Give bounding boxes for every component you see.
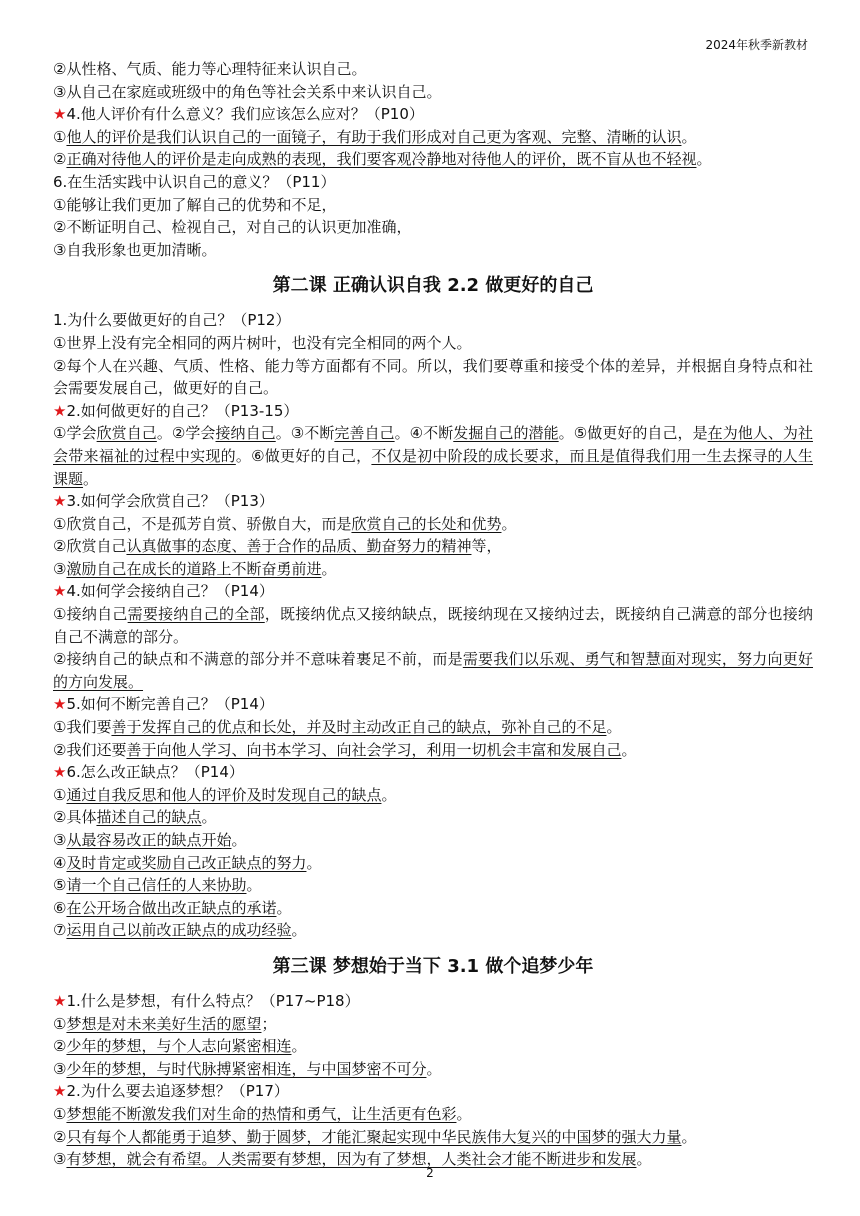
text-line (53, 535, 813, 558)
text-segment: 。⑤做更好的自己，是 (558, 424, 708, 443)
section-title (53, 265, 813, 307)
text-segment: 。 (201, 808, 217, 827)
text-line (53, 897, 813, 920)
underlined-text: 发掘自己的潜能 (453, 424, 559, 443)
text-line (53, 1035, 813, 1058)
text-segment: 。 (636, 1150, 652, 1169)
text-line (53, 216, 813, 239)
text-segment: ②具体 (53, 808, 97, 827)
underlined-text: 从最容易改正的缺点开始 (66, 831, 232, 849)
text-segment: 4.如何学会接纳自己？（P14） (66, 582, 274, 601)
star-icon: ★ (53, 1082, 67, 1101)
text-segment: ⑥ (53, 898, 67, 917)
text-segment: 。 (456, 1104, 472, 1123)
text-segment: ① (53, 785, 67, 804)
text-segment: ① (53, 1104, 67, 1123)
text-segment: ①欣赏自己，不是孤芳自赏、骄傲自大，而是 (53, 514, 352, 533)
text-segment: ②我们还要 (53, 740, 127, 759)
text-line (53, 829, 813, 852)
text-segment: ③ (53, 1150, 67, 1169)
underlined-text: 需要接纳自己的全部 (127, 605, 265, 624)
text-line (53, 194, 813, 217)
text-segment: 2.为什么要去追逐梦想？（P17） (66, 1082, 289, 1101)
text-segment: 。 (606, 718, 622, 737)
text-line (53, 648, 813, 693)
underlined-text: 完善自己 (334, 424, 395, 443)
question-heading (53, 761, 813, 784)
star-icon: ★ (53, 991, 67, 1010)
question-heading (53, 693, 813, 716)
text-segment: ①我们要 (53, 718, 112, 737)
underlined-text: 及时肯定或奖励自己改正缺点的努力 (66, 853, 307, 872)
text-line (53, 239, 813, 262)
text-segment: 。②学会 (156, 424, 216, 443)
text-line (53, 513, 813, 536)
text-segment: ②每个人在兴趣、气质、性格、能力等方面都有不同。所以，我们要尊重和接受个体的差异，并根据自身特点和社会需要发展自己，做更好的自己。 (53, 356, 813, 398)
text-segment: ； (261, 1014, 277, 1033)
text-line (53, 716, 813, 739)
text-segment: 。③不断 (275, 424, 335, 443)
question-heading (53, 990, 813, 1013)
text-line (53, 309, 813, 332)
text-segment: 。 (381, 785, 397, 804)
underlined-text: 善于向他人学习、向书本学习、向社会学习，利用一切机会丰富和发展自己 (126, 740, 622, 759)
star-icon: ★ (53, 763, 67, 782)
text-line (53, 919, 813, 942)
text-segment: ⑤ (53, 876, 67, 895)
text-segment: 。 (291, 921, 307, 940)
page-number: 2 (426, 1166, 434, 1180)
underlined-text: 运用自己以前改正缺点的成功经验 (66, 921, 292, 940)
star-icon: ★ (53, 492, 67, 511)
text-line (53, 806, 813, 829)
text-line (53, 81, 813, 104)
text-line (53, 1058, 813, 1081)
underlined-text: 善于发挥自己的优点和长处，并及时主动改正自己的缺点，弥补自己的不足 (111, 718, 607, 737)
text-segment: ③ (53, 1059, 67, 1078)
underlined-text: 少年的梦想，与时代脉搏紧密相连，与中国梦密不可分 (66, 1059, 427, 1078)
underlined-text: 不仅是初中阶段的成长要求，而且是值得我们用一生去探寻的人生课题 (53, 446, 813, 488)
text-segment: 5.如何不断完善自己？（P14） (66, 695, 274, 714)
text-segment: 。 (246, 876, 262, 895)
underlined-text: 有梦想，就会有希望。人类需要有梦想，因为有了梦想，人类社会才能不断进步和发展 (66, 1150, 637, 1169)
star-icon: ★ (53, 582, 67, 601)
text-segment: ② (53, 150, 67, 169)
underlined-text: 通过自我反思和他人的评价及时发现自己的缺点 (66, 785, 382, 804)
text-line (53, 784, 813, 807)
text-line (53, 603, 813, 648)
text-segment: ②不断证明自己、检视自己，对自己的认识更加准确， (53, 218, 412, 237)
text-segment: 。⑥做更好的自己， (235, 446, 372, 465)
text-segment: 2.如何做更好的自己？（P13-15） (66, 401, 299, 420)
text-segment: 等， (471, 537, 502, 556)
text-segment: ⑦ (53, 921, 67, 940)
text-segment: ③ (53, 831, 67, 849)
underlined-text: 激励自己在成长的道路上不断奋勇前进 (66, 559, 322, 578)
text-segment: ②接纳自己的缺点和不满意的部分并不意味着裹足不前，而是 (53, 650, 463, 669)
text-segment: ②从性格、气质、能力等心理特征来认识自己。 (53, 60, 367, 78)
question-heading (53, 1080, 813, 1103)
underlined-text: 认真做事的态度、善于合作的品质、勤奋努力的精神 (126, 537, 472, 556)
text-segment: 第三课 梦想始于当下 3.1 做个追梦少年 (272, 955, 594, 977)
text-segment: ④ (53, 853, 67, 872)
text-line (53, 171, 813, 194)
question-heading (53, 580, 813, 603)
underlined-text: 梦想能不断激发我们对生命的热情和勇气，让生活更有色彩 (66, 1104, 457, 1123)
text-segment: 1.为什么要做更好的自己？（P12） (53, 311, 291, 330)
underlined-text: 需要我们以乐观、勇气和智慧面对现实，努力向更好的方向发展。 (53, 650, 813, 691)
text-line (53, 355, 813, 400)
text-segment: 。 (231, 831, 247, 849)
underlined-text: 他人的评价是我们认识自己的一面镜子，有助于我们形成对自己更为客观、完整、清晰的认识 (66, 127, 682, 146)
text-segment: 。 (681, 1127, 697, 1146)
text-segment: ，既接纳优点又接纳缺点，既接纳现在又接纳过去，既接纳自己满意的部分也接纳自己不满意的部分。 (53, 605, 813, 646)
text-segment: ①学会 (53, 424, 97, 443)
question-heading (53, 103, 813, 126)
question-heading (53, 490, 813, 513)
text-segment: ① (53, 127, 67, 146)
text-line (53, 422, 813, 490)
header-note: 2024年秋季新教材 (705, 38, 808, 52)
text-segment: ③ (53, 559, 67, 578)
text-line (53, 739, 813, 762)
text-line (53, 126, 813, 149)
text-segment: 。 (426, 1059, 442, 1078)
text-line (53, 1013, 813, 1036)
text-segment: 。 (501, 514, 517, 533)
text-segment: 。 (276, 898, 292, 917)
document-body (53, 58, 813, 1171)
text-segment: ①能够让我们更加了解自己的优势和不足， (53, 195, 337, 214)
star-icon: ★ (53, 695, 67, 714)
underlined-text: 在为他人、为社会带来福祉的过程中实现的 (53, 424, 813, 465)
underlined-text: 描述自己的缺点 (96, 808, 202, 827)
text-segment: ③从自己在家庭或班级中的角色等社会关系中来认识自己。 (53, 82, 442, 101)
text-line (53, 1103, 813, 1126)
text-line (53, 558, 813, 581)
underlined-text: 欣赏自己 (96, 424, 157, 443)
text-segment: 1.什么是梦想，有什么特点？（P17~P18） (66, 991, 360, 1010)
underlined-text: 在公开场合做出改正缺点的承诺 (66, 898, 277, 917)
text-segment: ③自我形象也更加清晰。 (53, 240, 217, 259)
text-line (53, 58, 813, 81)
text-segment: 4.他人评价有什么意义？我们应该怎么应对？（P10） (66, 105, 424, 124)
text-segment: ①接纳自己 (53, 605, 128, 624)
text-line (53, 148, 813, 171)
text-segment: 。 (681, 127, 697, 146)
text-segment: 。 (83, 469, 99, 488)
text-segment: 3.如何学会欣赏自己？（P13） (66, 492, 274, 511)
text-line (53, 332, 813, 355)
underlined-text: 少年的梦想，与个人志向紧密相连 (66, 1037, 292, 1056)
text-segment: ① (53, 1014, 67, 1033)
underlined-text: 梦想是对未来美好生活的愿望 (66, 1014, 262, 1033)
text-segment: ② (53, 1037, 67, 1056)
text-segment: 第二课 正确认识自我 2.2 做更好的自己 (272, 275, 594, 297)
underlined-text: 只有每个人都能勇于追梦、勤于圆梦，才能汇聚起实现中华民族伟大复兴的中国梦的强大力量 (66, 1127, 682, 1146)
text-segment: 。④不断 (394, 424, 454, 443)
underlined-text: 接纳自己 (215, 424, 276, 443)
text-segment: ② (53, 1127, 67, 1146)
question-heading (53, 400, 813, 423)
text-line (53, 1126, 813, 1149)
underlined-text: 欣赏自己的长处和优势 (351, 514, 502, 533)
text-segment: 。 (321, 559, 337, 578)
text-segment: 6.怎么改正缺点？（P14） (66, 763, 244, 782)
underlined-text: 请一个自己信任的人来协助 (66, 876, 247, 895)
text-segment: 6.在生活实践中认识自己的意义？（P11） (53, 172, 336, 191)
text-line (53, 852, 813, 875)
section-title (53, 946, 813, 988)
text-segment: ②欣赏自己 (53, 537, 127, 556)
star-icon: ★ (53, 401, 67, 420)
text-segment: 。 (291, 1037, 307, 1056)
underlined-text: 正确对待他人的评价是走向成熟的表现，我们要客观冷静地对待他人的评价，既不盲从也不轻视 (66, 150, 697, 169)
text-segment: 。 (621, 740, 637, 759)
star-icon: ★ (53, 105, 67, 124)
text-segment: 。 (696, 150, 712, 169)
text-line (53, 874, 813, 897)
text-segment: ①世界上没有完全相同的两片树叶，也没有完全相同的两个人。 (53, 333, 472, 352)
text-segment: 。 (306, 853, 322, 872)
